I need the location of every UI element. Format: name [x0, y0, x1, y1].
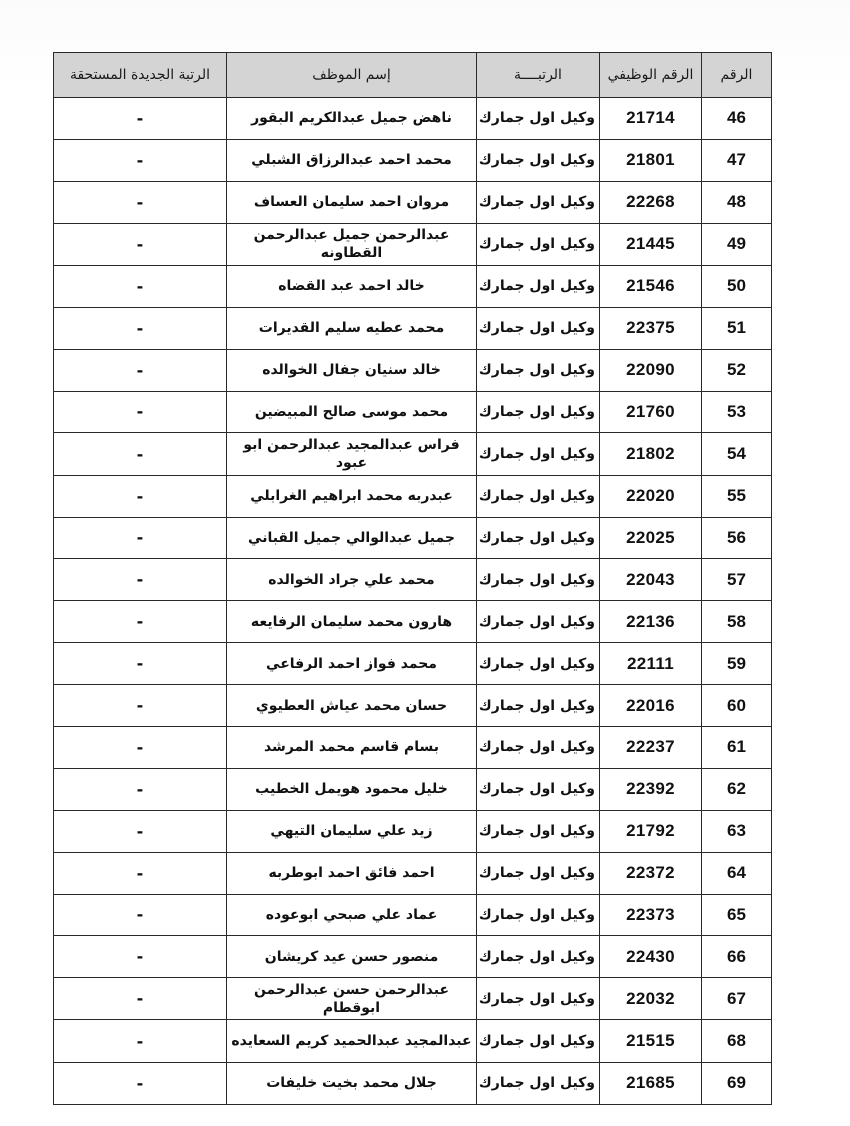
employee-id: 21802 — [600, 433, 702, 475]
new-rank: - — [54, 391, 227, 433]
table-row — [54, 685, 772, 727]
employee-rank: وكيل اول جمارك — [477, 726, 600, 768]
table-row — [54, 98, 772, 140]
employee-name: احمد فائق احمد ابوطربه — [227, 852, 477, 894]
employee-id: 22090 — [600, 349, 702, 391]
table-row — [54, 768, 772, 810]
employee-rank: وكيل اول جمارك — [477, 265, 600, 307]
row-number: 56 — [702, 517, 772, 559]
table-row — [54, 1020, 772, 1062]
employee-name: خليل محمود هويمل الخطيب — [227, 768, 477, 810]
table-row — [54, 643, 772, 685]
new-rank: - — [54, 685, 227, 727]
table-row — [54, 307, 772, 349]
employee-rank: وكيل اول جمارك — [477, 978, 600, 1020]
new-rank: - — [54, 852, 227, 894]
employee-id: 22111 — [600, 643, 702, 685]
row-number: 49 — [702, 223, 772, 265]
row-number: 60 — [702, 685, 772, 727]
header-number: الرقم — [702, 53, 772, 98]
employee-id: 22430 — [600, 936, 702, 978]
new-rank: - — [54, 349, 227, 391]
new-rank: - — [54, 936, 227, 978]
employee-name: خالد احمد عبد القضاه — [227, 265, 477, 307]
employee-rank: وكيل اول جمارك — [477, 98, 600, 140]
employee-rank: وكيل اول جمارك — [477, 181, 600, 223]
new-rank: - — [54, 768, 227, 810]
new-rank: - — [54, 978, 227, 1020]
employee-rank: وكيل اول جمارك — [477, 1062, 600, 1104]
new-rank: - — [54, 98, 227, 140]
employee-id: 21801 — [600, 139, 702, 181]
employee-rank: وكيل اول جمارك — [477, 685, 600, 727]
employee-id: 22375 — [600, 307, 702, 349]
employee-id: 21792 — [600, 810, 702, 852]
table-row — [54, 601, 772, 643]
new-rank: - — [54, 265, 227, 307]
row-number: 57 — [702, 559, 772, 601]
employee-id: 22237 — [600, 726, 702, 768]
employee-name: عماد علي صبحي ابوعوده — [227, 894, 477, 936]
employee-id: 22136 — [600, 601, 702, 643]
employee-name: هارون محمد سليمان الرفايعه — [227, 601, 477, 643]
table-row — [54, 223, 772, 265]
employee-id: 22372 — [600, 852, 702, 894]
employee-name: منصور حسن عيد كريشان — [227, 936, 477, 978]
table-row — [54, 181, 772, 223]
table-row — [54, 1062, 772, 1104]
table-row — [54, 475, 772, 517]
employee-id: 21685 — [600, 1062, 702, 1104]
employee-rank: وكيل اول جمارك — [477, 139, 600, 181]
employee-id: 22268 — [600, 181, 702, 223]
employee-id: 21546 — [600, 265, 702, 307]
table-row — [54, 894, 772, 936]
table-row — [54, 517, 772, 559]
table-row — [54, 810, 772, 852]
employee-name: حسان محمد عياش العطيوي — [227, 685, 477, 727]
employee-rank: وكيل اول جمارك — [477, 810, 600, 852]
employee-name: بسام قاسم محمد المرشد — [227, 726, 477, 768]
employee-rank: وكيل اول جمارك — [477, 643, 600, 685]
employee-rank: وكيل اول جمارك — [477, 475, 600, 517]
table-row — [54, 139, 772, 181]
employee-rank: وكيل اول جمارك — [477, 768, 600, 810]
employee-rank: وكيل اول جمارك — [477, 307, 600, 349]
employee-rank: وكيل اول جمارك — [477, 1020, 600, 1062]
new-rank: - — [54, 517, 227, 559]
employee-name: عبدالرحمن جميل عبدالرحمن القطاونه — [227, 223, 477, 265]
employee-name: عبدالرحمن حسن عبدالرحمن ابوقطام — [227, 978, 477, 1020]
employee-name: محمد فواز احمد الرفاعي — [227, 643, 477, 685]
employee-id: 21515 — [600, 1020, 702, 1062]
row-number: 52 — [702, 349, 772, 391]
new-rank: - — [54, 643, 227, 685]
employee-rank: وكيل اول جمارك — [477, 517, 600, 559]
row-number: 66 — [702, 936, 772, 978]
table-row — [54, 391, 772, 433]
table-row — [54, 726, 772, 768]
table-row — [54, 936, 772, 978]
row-number: 51 — [702, 307, 772, 349]
new-rank: - — [54, 726, 227, 768]
employee-name: محمد موسى صالح المبيضين — [227, 391, 477, 433]
row-number: 58 — [702, 601, 772, 643]
row-number: 54 — [702, 433, 772, 475]
employee-id: 22043 — [600, 559, 702, 601]
new-rank: - — [54, 810, 227, 852]
employee-name: عبدربه محمد ابراهيم الغرابلي — [227, 475, 477, 517]
employee-rank: وكيل اول جمارك — [477, 894, 600, 936]
new-rank: - — [54, 475, 227, 517]
table-row — [54, 852, 772, 894]
employee-table — [53, 52, 772, 1105]
new-rank: - — [54, 1062, 227, 1104]
new-rank: - — [54, 894, 227, 936]
employee-name: جميل عبدالوالي جميل القباني — [227, 517, 477, 559]
header-row — [54, 53, 772, 98]
employee-rank: وكيل اول جمارك — [477, 601, 600, 643]
row-number: 47 — [702, 139, 772, 181]
header-employee-name: إسم الموظف — [227, 53, 477, 98]
new-rank: - — [54, 1020, 227, 1062]
new-rank: - — [54, 601, 227, 643]
employee-id: 21445 — [600, 223, 702, 265]
table-row — [54, 559, 772, 601]
new-rank: - — [54, 181, 227, 223]
row-number: 69 — [702, 1062, 772, 1104]
employee-rank: وكيل اول جمارك — [477, 433, 600, 475]
employee-name: محمد علي جراد الخوالده — [227, 559, 477, 601]
row-number: 64 — [702, 852, 772, 894]
employee-rank: وكيل اول جمارك — [477, 936, 600, 978]
header-new-rank: الرتبة الجديدة المستحقة — [54, 53, 227, 98]
header-rank: الرتبــــة — [477, 53, 600, 98]
employee-id: 22392 — [600, 768, 702, 810]
row-number: 63 — [702, 810, 772, 852]
employee-name: محمد عطيه سليم القديرات — [227, 307, 477, 349]
row-number: 50 — [702, 265, 772, 307]
row-number: 62 — [702, 768, 772, 810]
employee-rank: وكيل اول جمارك — [477, 349, 600, 391]
new-rank: - — [54, 559, 227, 601]
new-rank: - — [54, 307, 227, 349]
table-row — [54, 265, 772, 307]
employee-name: خالد سنيان جفال الخوالده — [227, 349, 477, 391]
row-number: 65 — [702, 894, 772, 936]
row-number: 53 — [702, 391, 772, 433]
row-number: 55 — [702, 475, 772, 517]
employee-rank: وكيل اول جمارك — [477, 391, 600, 433]
row-number: 61 — [702, 726, 772, 768]
employee-name: فراس عبدالمجيد عبدالرحمن ابو عبود — [227, 433, 477, 475]
new-rank: - — [54, 223, 227, 265]
employee-name: محمد احمد عبدالرزاق الشبلي — [227, 139, 477, 181]
header-employee-id: الرقم الوظيفي — [600, 53, 702, 98]
table-body — [54, 98, 772, 1105]
row-number: 59 — [702, 643, 772, 685]
table-header — [54, 53, 772, 98]
employee-name: ناهض جميل عبدالكريم البقور — [227, 98, 477, 140]
employee-id: 22032 — [600, 978, 702, 1020]
table-row — [54, 433, 772, 475]
employee-rank: وكيل اول جمارك — [477, 223, 600, 265]
new-rank: - — [54, 433, 227, 475]
employee-id: 22025 — [600, 517, 702, 559]
employee-id: 21714 — [600, 98, 702, 140]
table-row — [54, 349, 772, 391]
row-number: 46 — [702, 98, 772, 140]
employee-name: عبدالمجيد عبدالحميد كريم السعايده — [227, 1020, 477, 1062]
row-number: 67 — [702, 978, 772, 1020]
row-number: 68 — [702, 1020, 772, 1062]
employee-id: 22020 — [600, 475, 702, 517]
employee-id: 22016 — [600, 685, 702, 727]
table-row — [54, 978, 772, 1020]
employee-name: جلال محمد بخيت خليفات — [227, 1062, 477, 1104]
employee-rank: وكيل اول جمارك — [477, 559, 600, 601]
employee-name: زيد علي سليمان التيهي — [227, 810, 477, 852]
employee-name: مروان احمد سليمان العساف — [227, 181, 477, 223]
employee-id: 22373 — [600, 894, 702, 936]
new-rank: - — [54, 139, 227, 181]
employee-id: 21760 — [600, 391, 702, 433]
row-number: 48 — [702, 181, 772, 223]
employee-rank: وكيل اول جمارك — [477, 852, 600, 894]
